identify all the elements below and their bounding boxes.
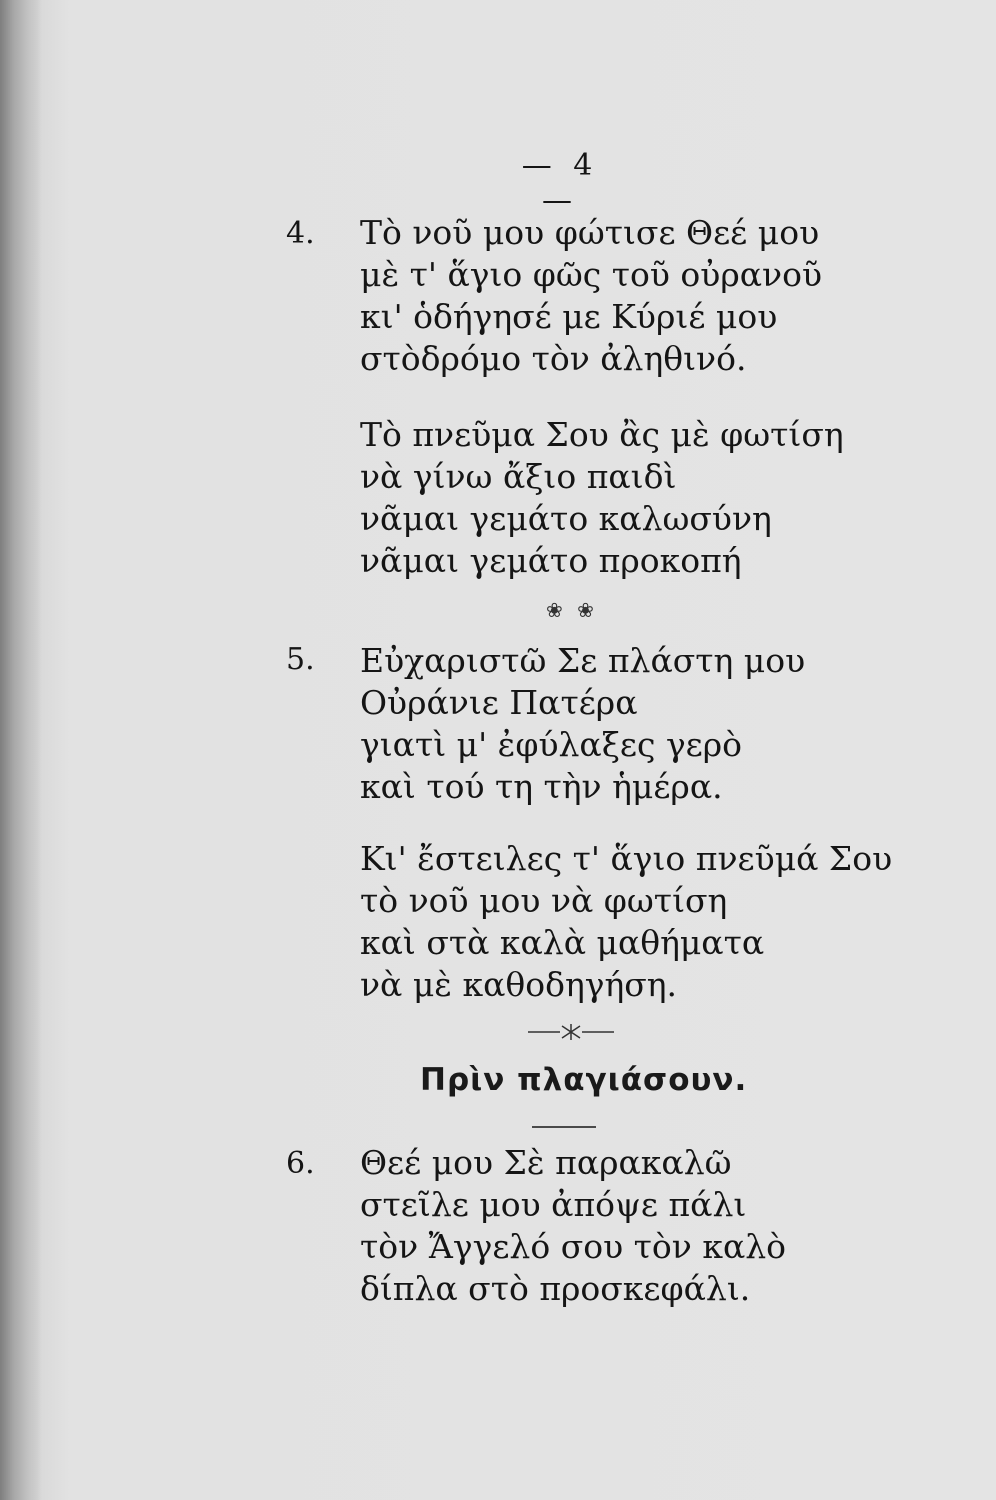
page-binding-shadow bbox=[0, 0, 42, 1500]
verse-4-stanza-2 bbox=[360, 414, 844, 582]
flower-ornament: ❀ ❀ bbox=[546, 598, 598, 622]
section-heading: Πρὶν πλαγιάσουν. bbox=[420, 1062, 748, 1098]
verse-line: Τὸ νοῦ μου φώτισε Θεέ μου bbox=[360, 213, 820, 252]
verse-5-stanza-1 bbox=[360, 640, 805, 808]
verse-5-stanza-2 bbox=[360, 838, 892, 1006]
verse-line: νᾶμαι γεμάτο καλωσύνη bbox=[360, 499, 772, 538]
verse-number-5: 5. bbox=[286, 642, 315, 677]
verse-line: τὸν Ἄγγελό σου τὸν καλὸ bbox=[360, 1227, 787, 1266]
verse-line: στὸδρόμο τὸν ἀληθινό. bbox=[360, 339, 747, 378]
verse-line: Οὐράνιε Πατέρα bbox=[360, 683, 638, 722]
verse-line: νᾶμαι γεμάτο προκοπή bbox=[360, 541, 742, 580]
verse-number-6: 6. bbox=[286, 1146, 315, 1181]
verse-line: δίπλα στὸ προσκεφάλι. bbox=[360, 1269, 751, 1308]
verse-line: Θεέ μου Σὲ παρακαλῶ bbox=[360, 1143, 732, 1182]
verse-4-stanza-1 bbox=[360, 212, 822, 380]
verse-line: γιατὶ μ' ἐφύλαξες γερὸ bbox=[360, 725, 743, 764]
verse-number-4: 4. bbox=[286, 216, 315, 251]
verse-6-stanza-1 bbox=[360, 1142, 786, 1310]
heading-underline bbox=[532, 1126, 596, 1128]
verse-line: στεῖλε μου ἀπόψε πάλι bbox=[360, 1185, 747, 1224]
verse-line: Εὐχαριστῶ Σε πλάστη μου bbox=[360, 641, 806, 680]
verse-line: μὲ τ' ἅγιο φῶς τοῦ οὐρανοῦ bbox=[360, 255, 823, 294]
verse-line: καὶ στὰ καλὰ μαθήματα bbox=[360, 923, 765, 962]
verse-line: Τὸ πνεῦμα Σου ἂς μὲ φωτίση bbox=[360, 415, 844, 454]
decorative-divider bbox=[526, 1020, 616, 1044]
verse-line: κι' ὁδήγησέ με Κύριέ μου bbox=[360, 297, 778, 336]
verse-line: Κι' ἔστειλες τ' ἅγιο πνεῦμά Σου bbox=[360, 839, 893, 878]
verse-line: νὰ γίνω ἄξιο παιδὶ bbox=[360, 457, 677, 496]
verse-line: νὰ μὲ καθοδηγήση. bbox=[360, 965, 678, 1004]
page-number: — 4 — bbox=[521, 148, 599, 218]
verse-line: καὶ τού τη τὴν ἡμέρα. bbox=[360, 767, 723, 806]
verse-line: τὸ νοῦ μου νὰ φωτίση bbox=[360, 881, 728, 920]
